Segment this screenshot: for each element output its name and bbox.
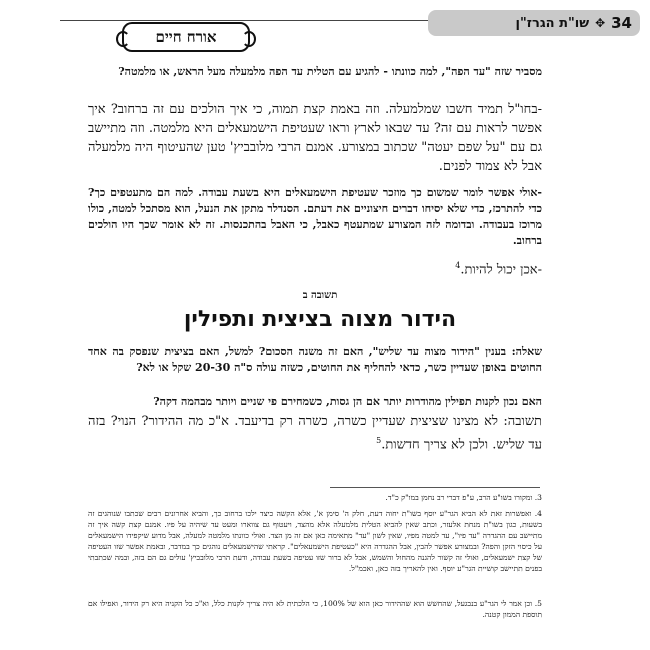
paragraph-4-text: -אכן יכול להיות. bbox=[460, 262, 542, 278]
question-prefix: שאלה: bbox=[511, 345, 542, 358]
paragraph-4 bbox=[88, 256, 542, 279]
running-header bbox=[428, 10, 640, 36]
question bbox=[88, 344, 542, 376]
teshuva-label: תשובה ב bbox=[302, 290, 338, 301]
footnote-4: 4. ואפשרות זאת לא הביא הגר"ע יוסף בשו"ת יחוה דעת, חלק ה' סימן א', אלא הקשה כיצד ילכו ברחוב כך, והביא אחרונים רבים שכתבו שנוהגים זה בשעות, כגון בשו"ת מנחת אלעזר, וכתב שאין להביא הטלית מלמעלה אלא מהצד, ויעטוף גם צווארו ומעט עד שיהיה על פיו. אמנם קצת קשה איך זה מתיישב עם ההגדרה "עד פיו", עד למטה מפיו, שאין לשון "עד" מתאימה כאן אם זה מן הצד. ואולי כוונתו מלמטה למעלה, אבל מדוע שיקפידו הישמעאלים על כיסוי הזקן והפה? ובמצורע אפשר להבין, אבל ההגדרה היא "כעטיפת הישמעאלים". קראתי שהישמעאלים נוהגים כך במדבר, ובאמת אפשר שזו העטיפה של קצת ישמעאלים, ואולי זה קשור להגנה מהחול והשמש, אבל לא ברור שזו עטיפה בשעת עבודה, ודעת הרבי מלובביץ' עולים גם הם בזה, ובמה שכתבתי בפנים תתיישב קושיית הגר"ע יוסף. ואין להאריך בזה כאן, ואכמ"ל. bbox=[88, 509, 542, 573]
chapter-title: הידור מצוה בציצית ותפילין bbox=[183, 307, 457, 332]
section-title: אורח חיים bbox=[155, 27, 217, 46]
answer-text: לא מצינו שציצית שעדיין כשרה, כשרה רק בדיעבד. א"כ מה ההידור? הנוי? בזה עד שליש. ולכן לא צריך חדשות. bbox=[88, 414, 542, 453]
header-rule bbox=[60, 20, 432, 21]
footnote-5: 5. וכן אמר לי הגר"ע בנבגעל, שהחשש הוא שההידור כאן הוא של 100%, כי הלכתית לא היה צריך לקנות כלל, וא"כ כל הקניה היא רק הידור, ואפילו אם תוספת הממון קטנה. bbox=[88, 599, 542, 619]
footnote-rule bbox=[330, 487, 540, 488]
paragraph-3: -אולי אפשר לומר שמשום כך מוזכר שעטיפת הישמעאלים היא בשעת עבודה. למה הם מתעטפים כך? כדי להתרכז, כדי שלא יסיחו דברים חיצוניים את דעתם. הסנדלר מתקן את הנעל, הוא מסתכל למטה, כולו מרוכז בעבודה. ובדומה לזה המצורע שמתעטף כאבל, כי האבל בהתכנסות. זה לא אומר שכך היו הולכים ברחוב. bbox=[88, 186, 542, 247]
footnote-ref-4[interactable]: 4 bbox=[455, 261, 461, 270]
book-title: שו"ת הגרז"ן bbox=[515, 15, 590, 31]
footnote-ref-5[interactable]: 5 bbox=[376, 436, 382, 445]
page-number: 34 bbox=[611, 14, 632, 32]
ornament-icon: ✥ bbox=[595, 16, 606, 30]
paragraph-2: -בחו"ל תמיד חשבו שמלמעלה. וזה באמת קצת תמוה, כי איך הולכים עם זה ברחוב? איך אפשר לראות עם זה? עד שבאו לארץ וראו שעטיפת הישמעאלים היא מלמטה. וזה מתיישב גם עם "על שפם יעטה" שכתוב במצורע. אמנם הרבי מלובביץ' טען שהעיטוף היה מלמעלה אבל לא צמוד לפנים. bbox=[88, 102, 542, 174]
footnote-3: 3. ומקורו בשו"ע הרב, ע"פ דברי רב נחמן במו"ק כ"ד. bbox=[385, 493, 542, 502]
paragraph-1: מסביר שזה "עד הפה", למה כוונתו - להגיע עם הטלית עד הפה מלמעלה מעל הראש, או מלמטה? bbox=[118, 65, 542, 78]
answer bbox=[88, 412, 542, 454]
answer-prefix: תשובה: bbox=[503, 414, 542, 429]
question-2: האם נכון לקנות תפילין מהודרות יותר אם הן גסות, כשמחירם פי שניים ויותר מבהמה דקה? bbox=[153, 395, 542, 408]
question-text: בענין "הידור מצוה עד שליש", האם זה משנה הסכום? למשל, האם בציצית שנפסק בה אחד החוטים באופן שעדיין כשר, כדאי להחליף את החוטים, כשזה עולה ס"ה 20-30 שקל או לא? bbox=[88, 345, 542, 374]
section-badge bbox=[122, 22, 250, 52]
